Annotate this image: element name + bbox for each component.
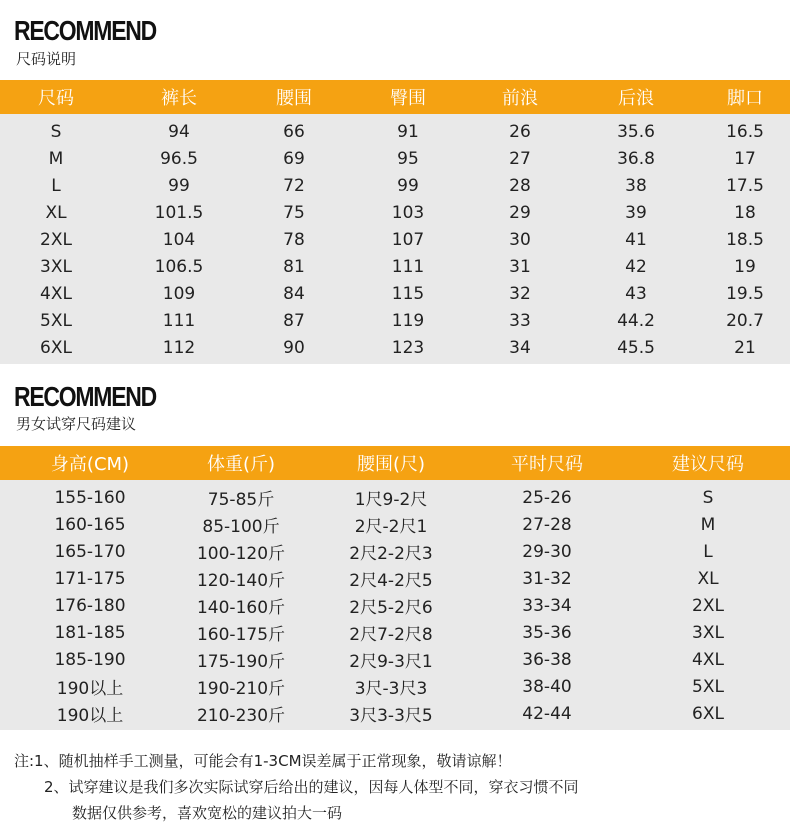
table-cell: 2尺-2尺1 xyxy=(354,517,428,537)
table-cell: 155-160 xyxy=(54,487,126,508)
table-cell: 165-170 xyxy=(54,541,126,562)
table-cell: 3尺3-3尺5 xyxy=(349,706,433,726)
table-cell: 35.6 xyxy=(617,121,655,142)
table-row xyxy=(0,334,790,361)
table-cell: 181-185 xyxy=(54,622,126,643)
table-cell: 185-190 xyxy=(54,649,126,670)
table-cell: 87 xyxy=(283,310,305,331)
table-cell: L xyxy=(51,175,61,196)
note-line-1: 注:1、随机抽样手工测量，可能会有1-3CM误差属于正常现象，敬请谅解！ xyxy=(14,752,512,770)
table-cell: 36.8 xyxy=(617,148,655,169)
table-cell: 85-100斤 xyxy=(202,517,280,537)
table-row xyxy=(0,592,790,619)
table-cell: 190以上 xyxy=(56,679,124,699)
table-cell: 2XL xyxy=(692,595,724,616)
table-cell: 26 xyxy=(509,121,531,142)
table-cell: 190以上 xyxy=(56,706,124,726)
table-cell: 2尺9-3尺1 xyxy=(349,652,433,672)
table-cell: 2尺2-2尺3 xyxy=(349,544,433,564)
table-cell: 17 xyxy=(734,148,756,169)
header-cell: 平时尺码 xyxy=(511,454,583,475)
table-cell: 103 xyxy=(391,202,425,223)
table-row xyxy=(0,538,790,565)
fit-recommendation-body xyxy=(0,480,790,730)
table-cell: 109 xyxy=(162,283,196,304)
table-cell: 99 xyxy=(168,175,190,196)
table-cell: 5XL xyxy=(40,310,72,331)
fit-recommendation-header-row xyxy=(0,446,790,480)
table-cell: 41 xyxy=(625,229,647,250)
table-cell: 140-160斤 xyxy=(196,598,286,618)
fit-recommendation-table xyxy=(0,446,790,730)
note-line-2: 2、试穿建议是我们多次实际试穿后给出的建议，因每人体型不同，穿衣习惯不同 xyxy=(44,778,579,796)
header-cell: 体重(斤) xyxy=(206,454,276,475)
size-chart-table xyxy=(0,80,790,364)
table-cell: XL xyxy=(45,202,67,223)
table-cell: 31-32 xyxy=(522,568,572,589)
table-cell: 20.7 xyxy=(726,310,764,331)
table-cell: 112 xyxy=(162,337,196,358)
table-cell: 3尺-3尺3 xyxy=(354,679,428,699)
table-cell: 28 xyxy=(509,175,531,196)
table-row xyxy=(0,619,790,646)
table-cell: 100-120斤 xyxy=(196,544,286,564)
table-cell: 106.5 xyxy=(154,256,204,277)
table-cell: 16.5 xyxy=(726,121,764,142)
header-cell: 尺码 xyxy=(38,88,74,109)
table-row xyxy=(0,673,790,700)
table-cell: 120-140斤 xyxy=(196,571,286,591)
table-cell: 107 xyxy=(391,229,425,250)
table-cell: 84 xyxy=(283,283,305,304)
table-cell: S xyxy=(702,487,714,508)
table-cell: 39 xyxy=(625,202,647,223)
table-cell: 21 xyxy=(734,337,756,358)
table-cell: M xyxy=(48,148,64,169)
table-cell: 95 xyxy=(397,148,419,169)
table-row xyxy=(0,118,790,145)
table-row xyxy=(0,145,790,172)
table-cell: 2尺4-2尺5 xyxy=(349,571,433,591)
header-cell: 后浪 xyxy=(618,88,654,109)
table-row xyxy=(0,646,790,673)
table-cell: 33-34 xyxy=(522,595,572,616)
header-cell: 脚口 xyxy=(727,88,763,109)
table-cell: 111 xyxy=(391,256,425,277)
table-cell: 3XL xyxy=(692,622,724,643)
header-cell: 身高(CM) xyxy=(50,454,130,475)
table-cell: 111 xyxy=(162,310,196,331)
table-cell: 27-28 xyxy=(522,514,572,535)
notes xyxy=(14,748,579,826)
table-cell: 171-175 xyxy=(54,568,126,589)
table-cell: S xyxy=(50,121,62,142)
table-cell: 2尺5-2尺6 xyxy=(349,598,433,618)
table-cell: 115 xyxy=(391,283,425,304)
header-cell: 前浪 xyxy=(502,88,538,109)
table-row xyxy=(0,484,790,511)
header-cell: 腰围 xyxy=(276,88,312,109)
table-cell: 42 xyxy=(625,256,647,277)
table-cell: 119 xyxy=(391,310,425,331)
table-cell: 34 xyxy=(509,337,531,358)
table-cell: 6XL xyxy=(40,337,72,358)
table-cell: 90 xyxy=(283,337,305,358)
table-row xyxy=(0,253,790,280)
table-cell: 175-190斤 xyxy=(196,652,286,672)
table-cell: 1尺9-2尺 xyxy=(354,490,428,510)
table-cell: XL xyxy=(697,568,719,589)
table-cell: 81 xyxy=(283,256,305,277)
table-cell: 19 xyxy=(734,256,756,277)
table-cell: 190-210斤 xyxy=(196,679,286,699)
table-cell: 160-175斤 xyxy=(196,625,286,645)
table-cell: 123 xyxy=(391,337,425,358)
section1-subtitle: 尺码说明 xyxy=(16,50,77,68)
table-cell: 210-230斤 xyxy=(196,706,286,726)
table-row xyxy=(0,172,790,199)
table-cell: 18.5 xyxy=(726,229,764,250)
header-cell: 臀围 xyxy=(390,88,426,109)
table-cell: 45.5 xyxy=(617,337,655,358)
table-cell: 78 xyxy=(283,229,305,250)
table-cell: 72 xyxy=(283,175,305,196)
table-cell: L xyxy=(703,541,713,562)
table-cell: 101.5 xyxy=(154,202,204,223)
table-cell: 160-165 xyxy=(54,514,126,535)
table-cell: 19.5 xyxy=(726,283,764,304)
table-cell: M xyxy=(700,514,716,535)
table-cell: 30 xyxy=(509,229,531,250)
table-cell: 75-85斤 xyxy=(207,490,275,510)
table-cell: 36-38 xyxy=(522,649,572,670)
size-chart-body xyxy=(0,114,790,364)
table-cell: 69 xyxy=(283,148,305,169)
table-cell: 4XL xyxy=(40,283,72,304)
table-cell: 25-26 xyxy=(522,487,572,508)
table-cell: 29 xyxy=(509,202,531,223)
table-cell: 75 xyxy=(283,202,305,223)
size-chart-header-row xyxy=(0,80,790,114)
table-row xyxy=(0,565,790,592)
table-cell: 2XL xyxy=(40,229,72,250)
table-cell: 38 xyxy=(625,175,647,196)
header-cell: 裤长 xyxy=(161,88,197,109)
note-line-3: 数据仅供参考，喜欢宽松的建议拍大一码 xyxy=(72,804,343,822)
table-cell: 17.5 xyxy=(726,175,764,196)
table-cell: 31 xyxy=(509,256,531,277)
header-cell: 腰围(尺) xyxy=(356,454,426,475)
table-cell: 66 xyxy=(283,121,305,142)
table-cell: 176-180 xyxy=(54,595,126,616)
table-cell: 43 xyxy=(625,283,647,304)
table-row xyxy=(0,199,790,226)
table-cell: 38-40 xyxy=(522,676,572,697)
table-row xyxy=(0,307,790,334)
table-cell: 96.5 xyxy=(160,148,198,169)
table-cell: 42-44 xyxy=(522,703,572,724)
section1-title: RECOMMEND xyxy=(14,15,157,46)
table-cell: 29-30 xyxy=(522,541,572,562)
section2-subtitle: 男女试穿尺码建议 xyxy=(16,415,137,433)
table-row xyxy=(0,511,790,538)
table-cell: 18 xyxy=(734,202,756,223)
table-cell: 2尺7-2尺8 xyxy=(349,625,433,645)
table-cell: 32 xyxy=(509,283,531,304)
table-cell: 35-36 xyxy=(522,622,572,643)
table-cell: 44.2 xyxy=(617,310,655,331)
table-row xyxy=(0,226,790,253)
table-cell: 4XL xyxy=(692,649,724,670)
table-cell: 27 xyxy=(509,148,531,169)
table-cell: 3XL xyxy=(40,256,72,277)
table-row xyxy=(0,700,790,727)
header-cell: 建议尺码 xyxy=(672,454,744,475)
table-cell: 94 xyxy=(168,121,190,142)
table-row xyxy=(0,280,790,307)
table-cell: 5XL xyxy=(692,676,724,697)
table-cell: 104 xyxy=(162,229,196,250)
section2-title: RECOMMEND xyxy=(14,381,157,412)
table-cell: 33 xyxy=(509,310,531,331)
table-cell: 91 xyxy=(397,121,419,142)
table-cell: 6XL xyxy=(692,703,724,724)
table-cell: 99 xyxy=(397,175,419,196)
